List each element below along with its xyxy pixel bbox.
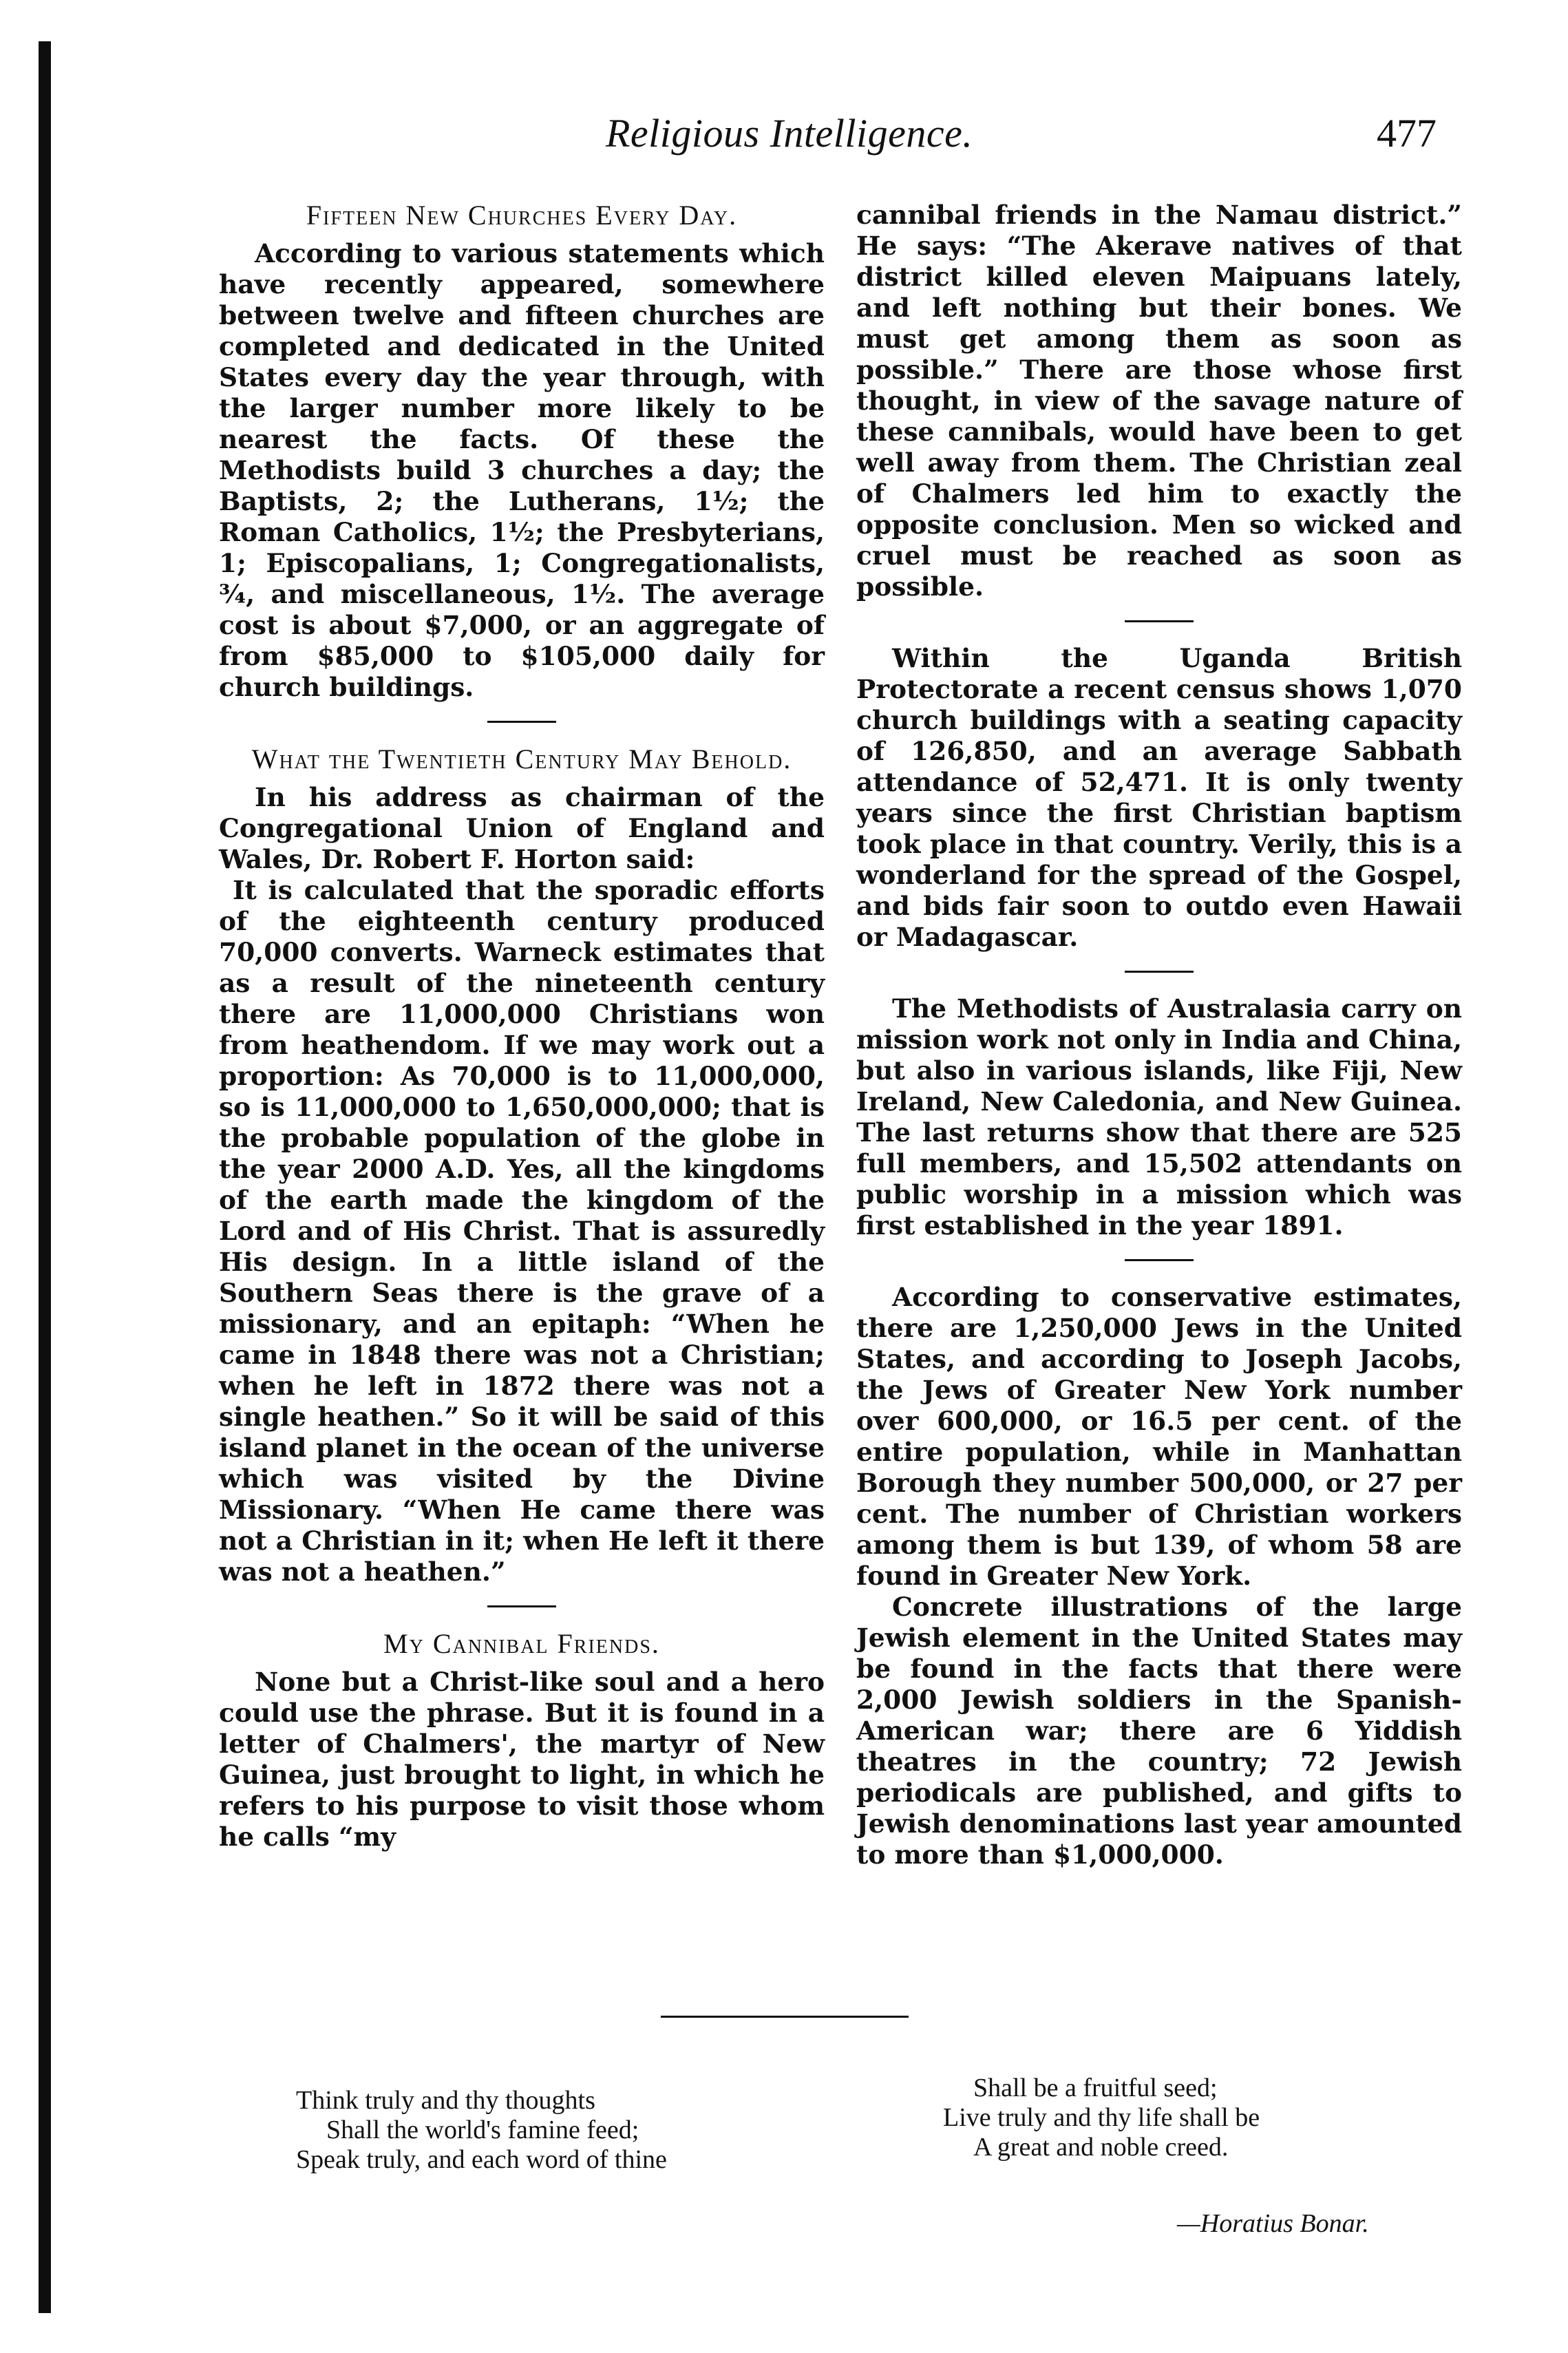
paragraph-horton-intro: In his address as chairman of the Congregational Union of England and Wales, Dr. Robert F. Horton said: (219, 782, 825, 874)
section-divider (1125, 620, 1194, 622)
section-title-cannibal-friends: My Cannibal Friends. (383, 1628, 660, 1659)
section-title-twentieth-century: What the Twentieth Century May Behold. (251, 743, 792, 774)
paragraph-cannibal-friends: None but a Christ-like soul and a hero could use the phrase. But it is found in a letter of Chalmers', the martyr of New Guinea, just brought to light, in which he refers to his purpose to visit those whom he calls “my (219, 1667, 825, 1852)
poem-line: Think truly and thy thoughts (296, 2086, 595, 2115)
poem-line: Live truly and thy life shall be (943, 2103, 1260, 2132)
paragraph-cannibal-continuation: cannibal friends in the Namau district.” He says: “The Akerave natives of that district killed eleven Maipuans lately, and left nothing but their bones. We must get among them as soon as possible.” There are those whose first thought, in view of the savage nature of these cannibals, would have been to get well away from them. The Christian zeal of Chalmers led him to exactly the opposite conclusion. Men so wicked and cruel must be reached as soon as possible. (856, 200, 1462, 602)
poem-right-stanza (943, 2074, 1260, 2162)
paragraph-australasia: The Methodists of Australasia carry on mission work not only in India and China, but also in various islands, like Fiji, New Ireland, New Caledonia, and New Guinea. The last returns show that there are 525 full members, and 15,502 attendants on public worship in a mission which was first established in the year 1891. (856, 993, 1462, 1241)
poem-line: A great and noble creed. (973, 2133, 1229, 2162)
section-divider (487, 1605, 556, 1607)
right-column (856, 200, 1462, 1870)
section-divider (487, 721, 556, 723)
poem-line: Shall the world's famine feed; (326, 2115, 639, 2144)
left-column (219, 200, 825, 1853)
poem-left-stanza (296, 2086, 667, 2175)
section-title-fifteen-churches: Fifteen New Churches Every Day. (306, 200, 738, 231)
poem-line: Speak truly, and each word of thine (296, 2145, 667, 2174)
section-divider (1125, 971, 1194, 973)
binding-edge-shadow (39, 41, 51, 2313)
paragraph-jews-estimates: According to conservative estimates, there are 1,250,000 Jews in the United States, and according to Joseph Jacobs, the Jews of Greater New York number over 600,000, or 16.5 per cent. of the entire population, while in Manhattan Borough they number 500,000, or 27 per cent. The number of Christian workers among them is but 139, of whom 58 are found in Greater New York. (856, 1282, 1462, 1591)
paragraph-horton-quote: It is calculated that the sporadic efforts of the eighteenth century produced 70,000 converts. Warneck estimates that as a result of the nineteenth century there are 11,000,000 Christians won from heathendom. If we may work out a proportion: As 70,000 is to 11,000,000, so is 11,000,000 to 1,650,000,000; that is the probable population of the globe in the year 2000 A.D. Yes, all the kingdoms of the earth made the kingdom of the Lord and of His Christ. That is assuredly His design. In a little island of the Southern Seas there is the grave of a missionary, and an epitaph: “When he came in 1848 there was not a Christian; when he left in 1872 there was not a single heathen.” So it will be said of this island planet in the ocean of the universe which was visited by the Divine Missionary. “When He came there was not a Christian in it; when He left it there was not a heathen.” (219, 875, 825, 1587)
poem-divider (661, 2016, 909, 2018)
poem-attribution: —Horatius Bonar. (1177, 2209, 1369, 2238)
paragraph-uganda: Within the Uganda British Protectorate a recent census shows 1,070 church buildings with a seating capacity of 126,850, and an average Sabbath attendance of 52,471. It is only twenty years since the first Christian baptism took place in that country. Verily, this is a wonderland for the spread of the Gospel, and bids fair soon to outdo even Hawaii or Madagascar. (856, 643, 1462, 952)
page-number: 477 (1377, 111, 1437, 156)
paragraph-fifteen-churches: According to various statements which have recently appeared, somewhere between twelve and fifteen churches are completed and dedicated in the United States every day the year through, with the larger number more likely to be nearest the facts. Of these the Methodists build 3 churches a day; the Baptists, 2; the Lutherans, 1½; the Roman Catholics, 1½; the Presbyterians, 1; Episcopalians, 1; Congregationalists, ¾, and miscellaneous, 1½. The average cost is about $7,000, or an aggregate of from $85,000 to $105,000 daily for church buildings. (219, 238, 825, 702)
poem-line: Shall be a fruitful seed; (973, 2074, 1218, 2102)
section-divider (1125, 1259, 1194, 1261)
running-head: Religious Intelligence. (606, 111, 973, 156)
paragraph-jews-illustrations: Concrete illustrations of the large Jewish element in the United States may be found in the facts that there were 2,000 Jewish soldiers in the Spanish-American war; there are 6 Yiddish theatres in the country; 72 Jewish periodicals are published, and gifts to Jewish denominations last year amounted to more than $1,000,000. (856, 1592, 1462, 1870)
